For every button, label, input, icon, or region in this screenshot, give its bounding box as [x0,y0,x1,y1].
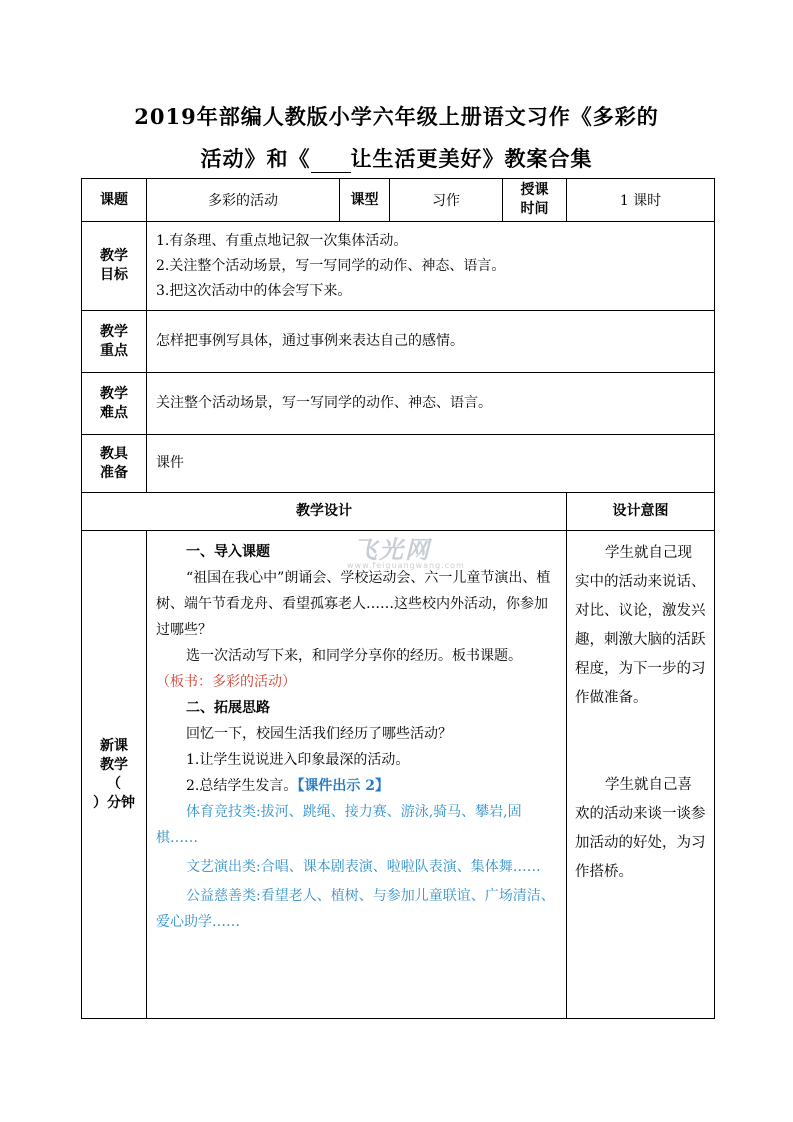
watermark-logo [325,530,465,582]
key-points-row [82,311,715,373]
goal-item: 3.把这次活动中的体会写下来。 [156,282,352,299]
new-lesson-label-line-2: 教学 [100,756,128,773]
category-charity: 公益慈善类:看望老人、植树、与参加儿童联谊、广场清洁、爱心助学…… [156,888,555,930]
design-header-row [82,493,715,531]
goals-label-line-2: 目标 [100,267,128,283]
section-2-paragraph-2: 1.让学生说说进入印象最深的活动。 [186,752,410,768]
lesson-plan-table [81,178,715,1019]
goals-label [82,222,147,311]
goals-label-line-1: 教学 [100,248,128,264]
time-label [503,179,567,222]
section-2-paragraph-3 [156,773,560,799]
new-lesson-label [82,531,147,1019]
document-title-line-1: 2019年部编人教版小学六年级上册语文习作《多彩的 [134,104,659,129]
difficulties-row [82,373,715,435]
key-points-text: 怎样把事例写具体，通过事例来表达自己的感情。 [147,311,715,373]
watermark-sub-text: www.feiguangwang.com [347,561,465,570]
section-1-title: 一、导入课题 [186,544,270,560]
goal-item: 2.关注整个活动场景，写一写同学的动作、神态、语言。 [156,257,506,274]
summary-text: 2.总结学生发言。 [186,778,298,794]
new-lesson-label-line-4: ）分钟 [93,794,135,811]
header-row [82,179,715,222]
document-title-line-2 [0,143,793,173]
watermark-main-text: 飞光网 [353,536,431,564]
intent-paragraph-2: 学生就自己喜欢的活动来谈一谈参加活动的好处，为习作搭桥。 [575,777,706,880]
section-1-paragraph-2: 选一次活动写下来，和同学分享你的经历。板书课题。 [186,648,522,664]
difficulties-label [82,373,147,435]
title-line-2-prefix: 活动》和《 [200,146,311,171]
title-line-2-suffix: 让生活更美好》教案合集 [350,146,593,171]
difficulties-label-line-2: 难点 [100,404,128,421]
category-sports: 体育竞技类:拔河、跳绳、接力赛、游泳,骑马、攀岩,固棋…… [156,804,522,846]
time-label-line-1: 授课 [520,182,549,198]
intent-paragraph-1: 学生就自己现实中的活动来说话、对比、议论，激发兴趣，刺激大脑的活跃程度，为下一步的习作做准备。 [575,545,706,706]
new-lesson-label-line-1: 新课 [100,737,128,754]
courseware-tag: 【课件出示 2】 [297,778,389,794]
section-2-title: 二、拓展思路 [186,700,270,716]
key-points-label-line-2: 重点 [100,342,128,359]
type-label: 课型 [340,179,390,222]
goals-row [82,222,715,311]
section-1-paragraph-1: “祖国在我心中”朗诵会、学校运动会、六一儿童节演出、植树、端午节看龙舟、看望孤寡老人……这些校内外活动，你参加过哪些？ [156,570,551,638]
goal-item: 1.有条理、有重点地记叙一次集体活动。 [156,232,408,249]
time-value: 1 课时 [567,179,715,222]
materials-text: 课件 [147,435,715,493]
materials-label-line-1: 教具 [100,445,128,462]
topic-label: 课题 [82,179,147,222]
category-arts: 文艺演出类:合唱、课本剧表演、啦啦队表演、集体舞…… [186,859,541,875]
section-2-paragraph-1: 回忆一下，校园生活我们经历了哪些活动？ [186,726,452,742]
difficulties-label-line-1: 教学 [100,385,128,402]
time-label-line-2: 时间 [520,201,549,217]
materials-label [82,435,147,493]
type-value: 习作 [390,179,503,222]
title-blank [311,152,351,173]
key-points-label [82,311,147,373]
difficulties-text: 关注整个活动场景，写一写同学的动作、神态、语言。 [147,373,715,435]
new-lesson-row [82,531,715,1019]
goals-content [147,222,715,311]
new-lesson-label-line-3: （ [107,775,121,792]
board-note: （板书：多彩的活动） [156,674,296,690]
materials-label-line-2: 准备 [100,464,128,481]
key-points-label-line-1: 教学 [100,323,128,340]
materials-row [82,435,715,493]
design-header: 教学设计 [82,493,567,531]
intent-header: 设计意图 [567,493,715,531]
design-content [147,531,567,1019]
topic-value: 多彩的活动 [147,179,340,222]
intent-content [567,531,715,1019]
